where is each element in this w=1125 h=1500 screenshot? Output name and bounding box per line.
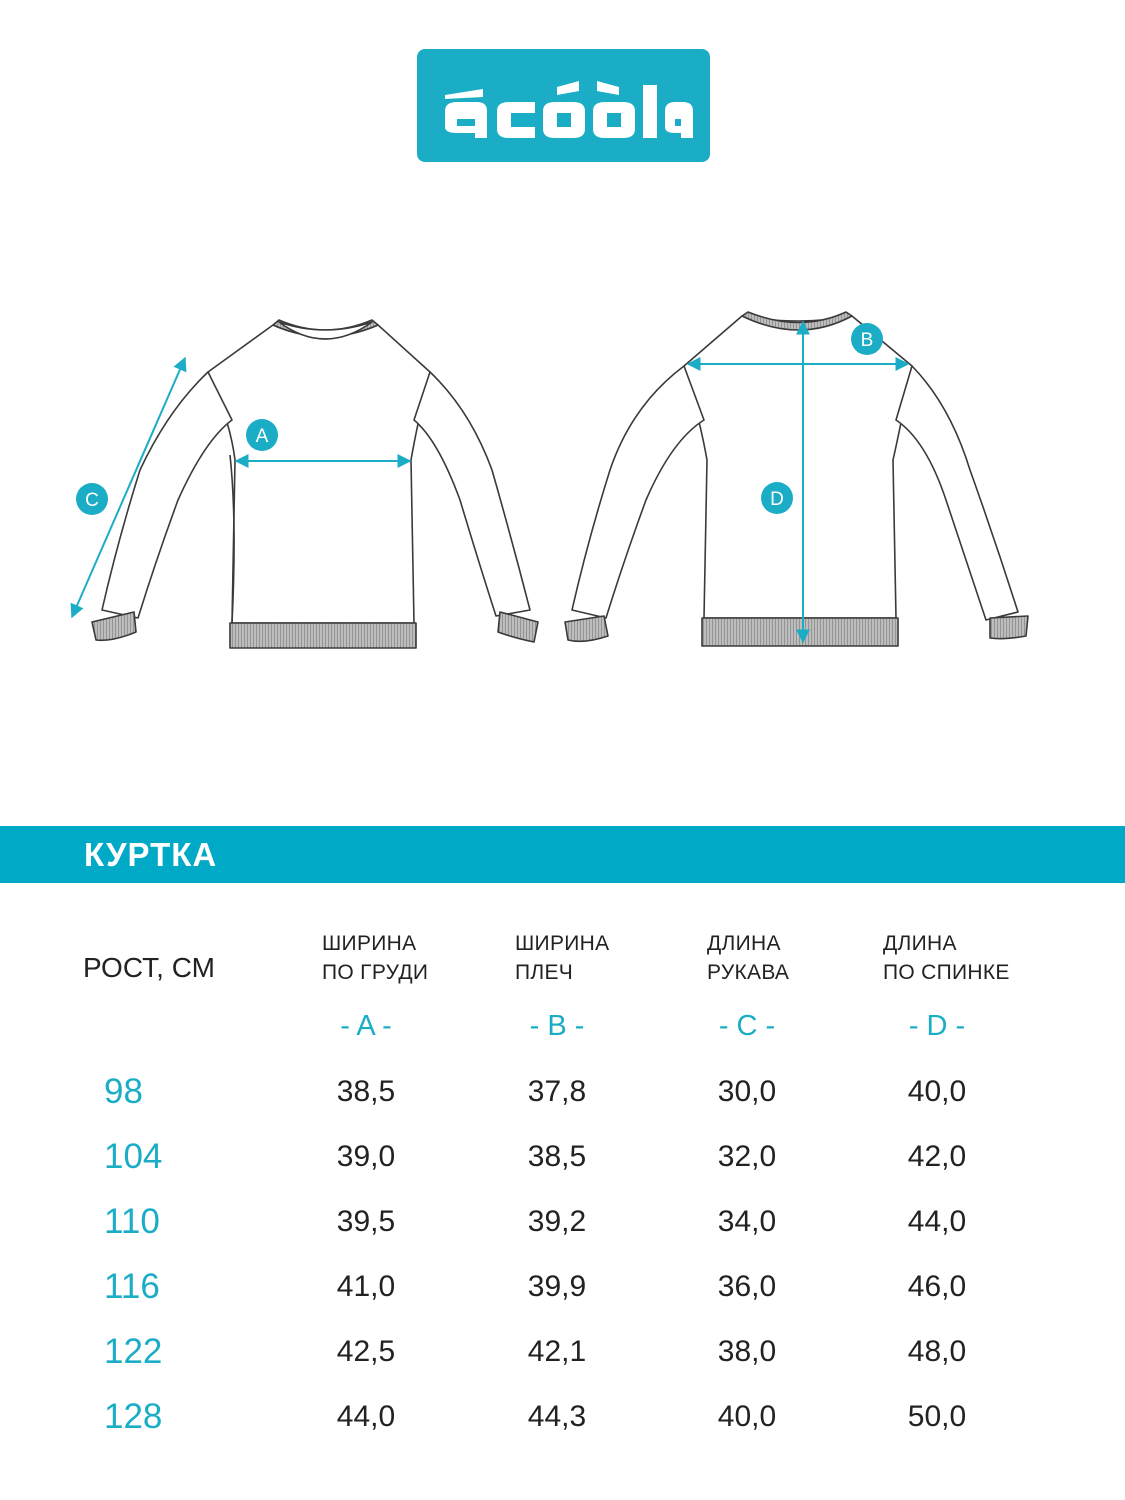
marker-a (246, 419, 278, 451)
column-code-c: - C - (718, 1010, 776, 1042)
table-row (0, 1397, 1125, 1457)
svg-text:C: C (85, 490, 99, 511)
cell-shoulder: 39,9 (527, 1270, 587, 1303)
garment-diagram (0, 290, 1125, 660)
cell-chest: 39,0 (336, 1140, 396, 1173)
cell-back: 48,0 (907, 1335, 967, 1368)
column-code-d: - D - (908, 1010, 966, 1042)
column-header-sleeve-length: ДЛИНА РУКАВА (707, 932, 790, 984)
cell-shoulder: 44,3 (527, 1400, 587, 1433)
cell-back: 44,0 (907, 1205, 967, 1238)
cell-sleeve: 34,0 (717, 1205, 777, 1238)
cell-back: 40,0 (907, 1075, 967, 1108)
svg-text:B: B (860, 330, 874, 351)
cell-sleeve: 36,0 (717, 1270, 777, 1303)
table-row (0, 1137, 1125, 1197)
row-height: 128 (104, 1397, 163, 1436)
column-code-b: - B - (529, 1010, 585, 1042)
cell-shoulder: 42,1 (527, 1335, 587, 1368)
front-view (92, 320, 538, 648)
column-header-shoulder-width: ШИРИНА ПЛЕЧ (515, 932, 610, 984)
table-row (0, 1072, 1125, 1132)
section-header-band (0, 826, 1125, 883)
cell-shoulder: 39,2 (527, 1205, 587, 1238)
cell-sleeve: 38,0 (717, 1335, 777, 1368)
svg-text:A: A (255, 426, 269, 447)
cell-shoulder: 38,5 (527, 1140, 587, 1173)
cell-chest: 44,0 (336, 1400, 396, 1433)
row-height: 116 (104, 1267, 160, 1306)
cell-back: 42,0 (907, 1140, 967, 1173)
column-header-chest-width: ШИРИНА ПО ГРУДИ (322, 932, 429, 984)
row-height: 104 (104, 1137, 163, 1176)
table-row (0, 1202, 1125, 1262)
height-column-header: РОСТ, СМ (83, 952, 215, 983)
table-row (0, 1332, 1125, 1392)
cell-back: 46,0 (907, 1270, 967, 1303)
table-row (0, 1267, 1125, 1327)
cell-sleeve: 30,0 (717, 1075, 777, 1108)
section-title: КУРТКА (84, 836, 218, 873)
brand-logo (417, 49, 710, 162)
svg-text:D: D (770, 489, 784, 510)
row-height: 122 (104, 1332, 163, 1371)
back-view (565, 312, 1028, 646)
marker-c (76, 483, 108, 515)
cell-back: 50,0 (907, 1400, 967, 1433)
cell-sleeve: 40,0 (717, 1400, 777, 1433)
marker-b (851, 323, 883, 355)
cell-chest: 39,5 (336, 1205, 396, 1238)
row-height: 98 (104, 1072, 143, 1111)
cell-chest: 38,5 (336, 1075, 396, 1108)
marker-d (761, 482, 793, 514)
column-code-a: - A - (340, 1010, 392, 1042)
cell-sleeve: 32,0 (717, 1140, 777, 1173)
acoola-logo-mark (417, 49, 710, 162)
cell-shoulder: 37,8 (527, 1075, 587, 1108)
row-height: 110 (104, 1202, 160, 1241)
cell-chest: 42,5 (336, 1335, 396, 1368)
cell-chest: 41,0 (336, 1270, 396, 1303)
column-header-back-length: ДЛИНА ПО СПИНКЕ (883, 932, 1010, 984)
